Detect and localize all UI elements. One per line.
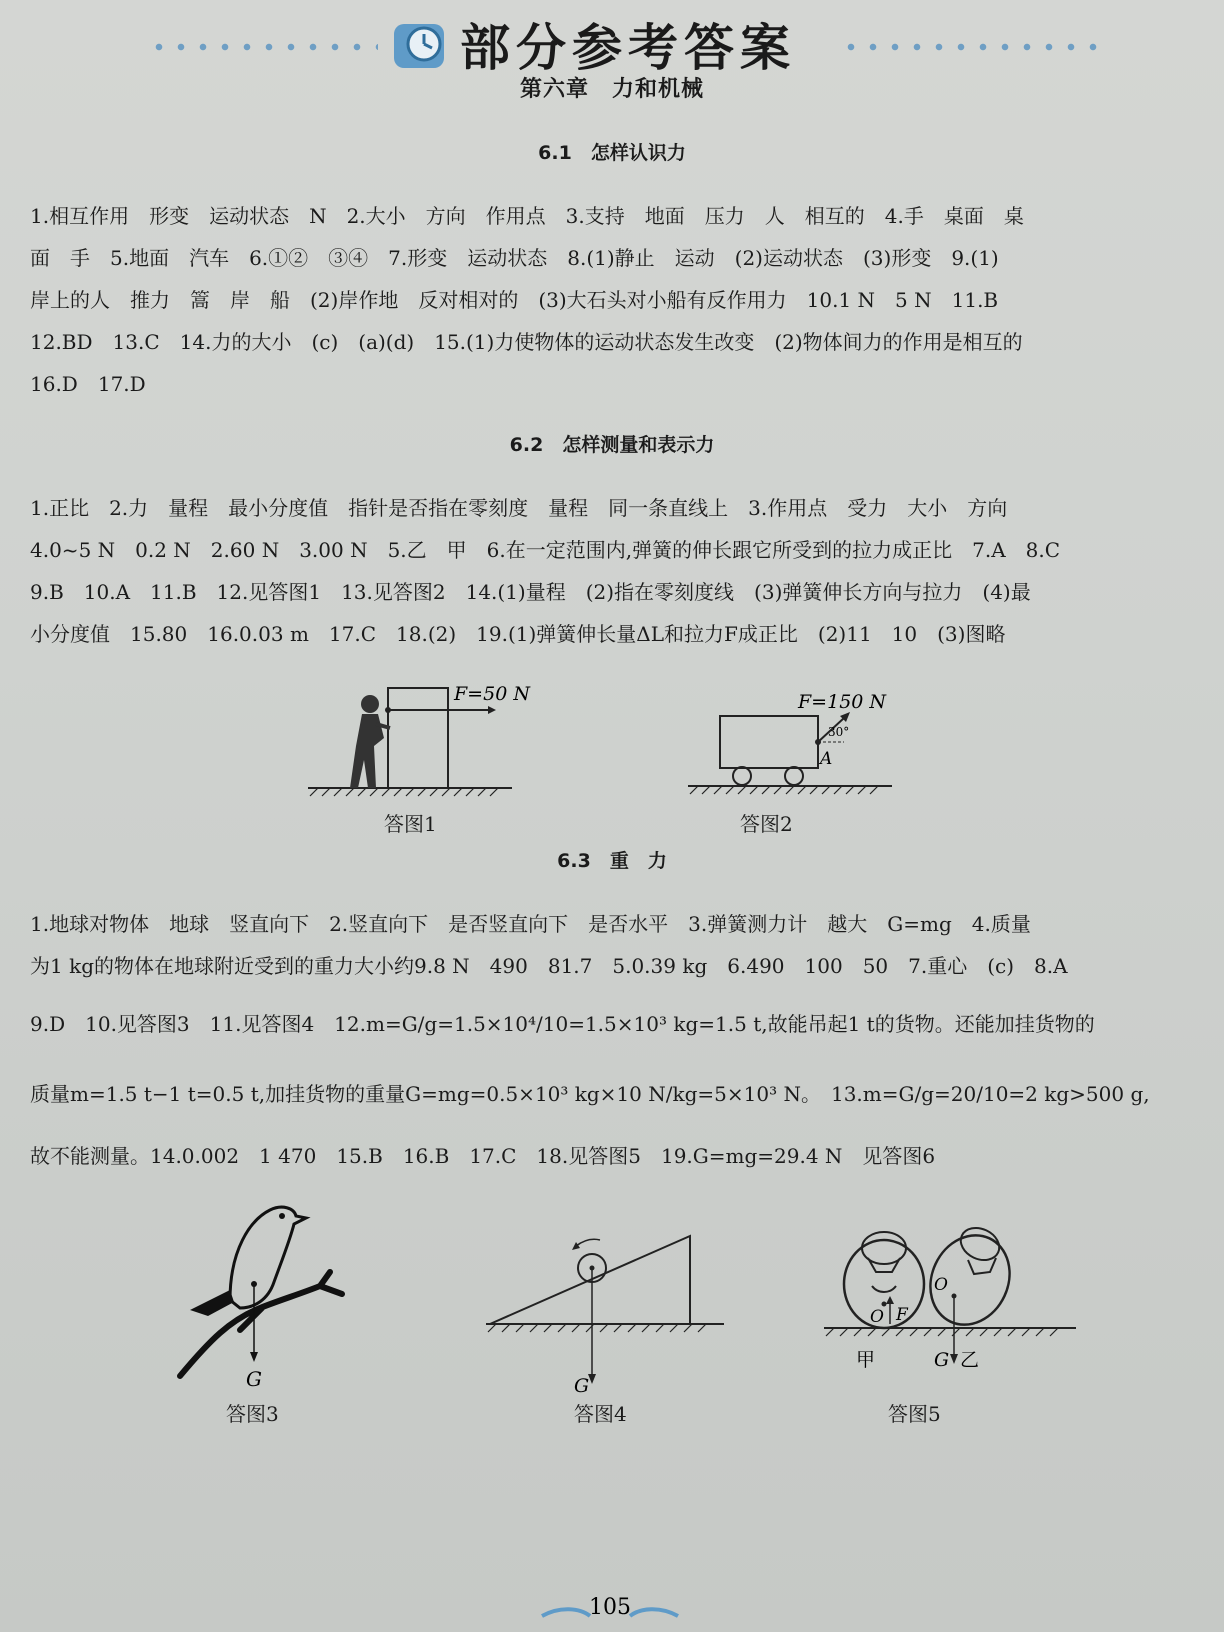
answer-line: 9.D 10.见答图3 11.见答图4 12.m=G/g=1.5×10⁴/10=1.5×10³ kg=1.5 t,故能吊起1 t的货物。还能加挂货物的 (30, 1012, 1095, 1036)
clock-logo-icon (390, 14, 450, 72)
figure-5-caption: 答图5 (888, 1402, 941, 1426)
answer-line: 1.正比 2.力 量程 最小分度值 指针是否指在零刻度 量程 同一条直线上 3.作用点 受力 大小 方向 (30, 496, 1008, 520)
fig5-jia-label: 甲 (856, 1349, 876, 1371)
figure-2-cart (680, 690, 900, 800)
answer-line: 小分度值 15.80 16.0.03 m 17.C 18.(2) 19.(1)弹簧伸长量ΔL和拉力F成正比 (2)11 10 (3)图略 (30, 622, 1006, 646)
page-header (0, 6, 1224, 76)
fig3-gravity-label: G (246, 1367, 262, 1391)
figure-2-caption: 答图2 (740, 812, 793, 836)
figure-4-incline (480, 1196, 730, 1396)
figure-1-caption: 答图1 (384, 812, 437, 836)
answer-line: 为1 kg的物体在地球附近受到的重力大小约9.8 N 490 81.7 5.0.39 kg 6.490 100 50 7.重心 (c) 8.A (30, 954, 1068, 978)
decorative-dots-left (148, 42, 378, 52)
answer-line: 面 手 5.地面 汽车 6.①② ③④ 7.形变 运动状态 8.(1)静止 运动 (2)运动状态 (3)形变 9.(1) (30, 246, 999, 270)
fig5-center-label: O (870, 1307, 884, 1327)
fig4-gravity-label: G (574, 1375, 590, 1397)
figure-3-bird (170, 1190, 360, 1390)
answer-line: 故不能测量。14.0.002 1 470 15.B 16.B 17.C 18.见答图5 19.G=mg=29.4 N 见答图6 (30, 1144, 936, 1168)
fig5-force-label: F (896, 1305, 908, 1325)
page-title: 部分参考答案 (460, 18, 796, 77)
page-number: 105 (589, 1595, 631, 1620)
fig5-center-label-2: O (934, 1275, 948, 1295)
answer-line: 1.相互作用 形变 运动状态 N 2.大小 方向 作用点 3.支持 地面 压力 人 相互的 4.手 桌面 桌 (30, 204, 1024, 228)
answer-line: 质量m=1.5 t−1 t=0.5 t,加挂货物的重量G=mg=0.5×10³ kg×10 N/kg=5×10³ N。 13.m=G/g=20/10=2 kg>500 g, (30, 1082, 1150, 1106)
fig5-yi-label: 乙 (960, 1349, 980, 1371)
decorative-dots-right (840, 42, 1110, 52)
answer-line: 9.B 10.A 11.B 12.见答图1 13.见答图2 14.(1)量程 (2)指在零刻度线 (3)弹簧伸长方向与拉力 (4)最 (30, 580, 1031, 604)
chapter-title: 第六章 力和机械 (519, 77, 704, 102)
answer-line: 16.D 17.D (30, 372, 146, 396)
fig2-point-label: A (820, 749, 833, 769)
fig2-force-label: F=150 N (798, 691, 887, 713)
section-heading-6-2: 6.2 怎样测量和表示力 (509, 434, 715, 456)
figure-3-caption: 答图3 (226, 1402, 279, 1426)
figure-1-push-box (300, 680, 530, 800)
figure-5-tumblers (820, 1200, 1080, 1390)
section-heading-6-3: 6.3 重 力 (557, 850, 667, 872)
answer-line: 4.0~5 N 0.2 N 2.60 N 3.00 N 5.乙 甲 6.在一定范围内,弹簧的伸长跟它所受到的拉力成正比 7.A 8.C (30, 538, 1061, 562)
section-heading-6-1: 6.1 怎样认识力 (538, 142, 686, 164)
answer-line: 岸上的人 推力 篙 岸 船 (2)岸作地 反对相对的 (3)大石头对小船有反作用力 10.1 N 5 N 11.B (30, 288, 999, 312)
page-number-ornament (540, 1586, 680, 1626)
answer-line: 1.地球对物体 地球 竖直向下 2.竖直向下 是否竖直向下 是否水平 3.弹簧测力计 越大 G=mg 4.质量 (30, 912, 1031, 936)
fig1-force-label: F=50 N (454, 683, 530, 705)
figure-4-caption: 答图4 (574, 1402, 627, 1426)
fig2-angle-label: 30° (828, 725, 850, 739)
answer-line: 12.BD 13.C 14.力的大小 (c) (a)(d) 15.(1)力使物体的运动状态发生改变 (2)物体间力的作用是相互的 (30, 330, 1023, 354)
fig5-gravity-label: G (934, 1349, 950, 1371)
